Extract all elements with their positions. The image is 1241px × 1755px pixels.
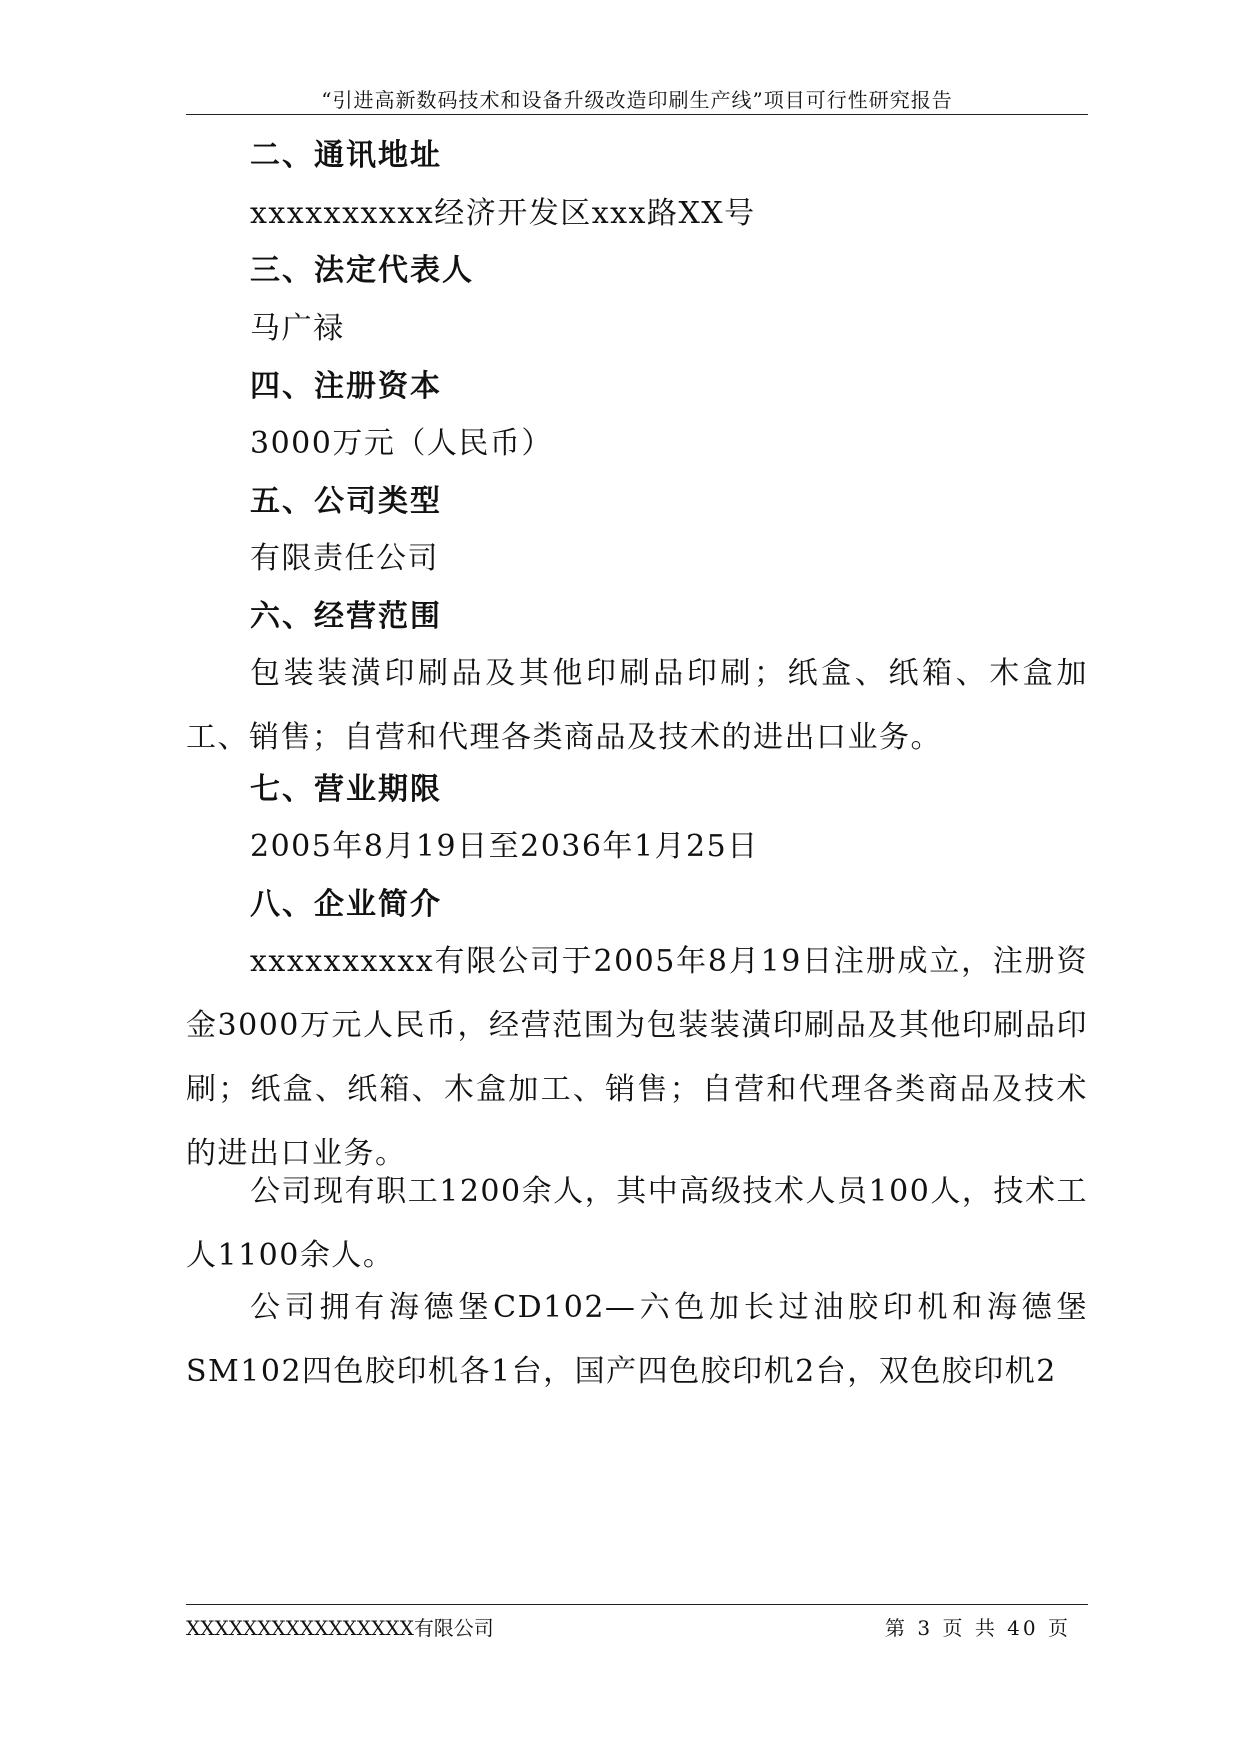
section-heading-capital: 四、注册资本 — [250, 369, 442, 404]
section-value-capital: 3000万元（人民币） — [250, 426, 553, 461]
intro-paragraph-3: 公司拥有海德堡CD102—六色加长过油胶印机和海德堡SM102四色胶印机各1台，国产四色胶印机2台，双色胶印机2 — [186, 1290, 1088, 1389]
section-heading-term: 七、营业期限 — [250, 772, 442, 807]
section-heading-business-scope: 六、经营范围 — [250, 599, 442, 634]
section-heading-company-type: 五、公司类型 — [250, 484, 442, 519]
intro-paragraph-1: xxxxxxxxxx有限公司于2005年8月19日注册成立，注册资金3000万元人民币，经营范围为包装装潢印刷品及其他印刷品印刷；纸盒、纸箱、木盒加工、销售；自营和代理各类商品及技术的进出口业务。 — [186, 944, 1088, 1171]
section-heading-profile: 八、企业简介 — [250, 887, 442, 922]
footer-page-number: 第 3 页 共 40 页 — [885, 1616, 1071, 1640]
section-value-term: 2005年8月19日至2036年1月25日 — [250, 829, 759, 864]
section-value-legal-rep: 马广禄 — [250, 311, 345, 346]
intro-paragraph-2: 公司现有职工1200余人，其中高级技术人员100人，技术工人1100余人。 — [186, 1174, 1088, 1273]
section-value-address: xxxxxxxxxx经济开发区xxx路XX号 — [250, 196, 756, 231]
section-heading-legal-rep: 三、法定代表人 — [250, 253, 474, 288]
header-title: “引进高新数码技术和设备升级改造印刷生产线”项目可行性研究报告 — [321, 88, 953, 112]
section-value-business-scope: 包装装潢印刷品及其他印刷品印刷；纸盒、纸箱、木盒加工、销售；自营和代理各类商品及技术的进出口业务。 — [186, 656, 1088, 755]
section-value-company-type: 有限责任公司 — [250, 541, 439, 576]
footer-divider — [186, 1604, 1088, 1605]
header-divider — [186, 114, 1088, 115]
footer-company: XXXXXXXXXXXXXXXX有限公司 — [186, 1616, 494, 1640]
section-heading-address: 二、通讯地址 — [250, 138, 442, 173]
